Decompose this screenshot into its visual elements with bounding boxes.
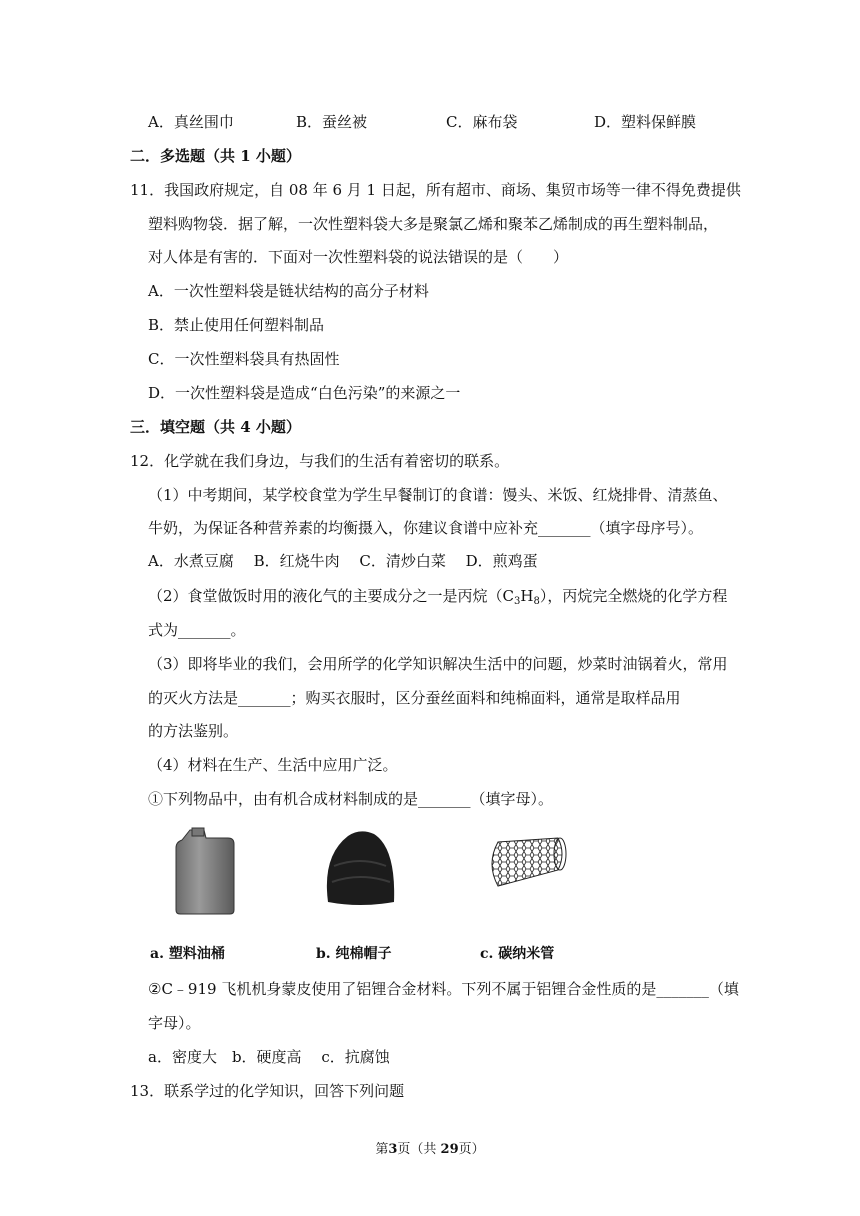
q11-option-d: D．一次性塑料袋是造成“白色污染”的来源之一 bbox=[148, 384, 461, 402]
q12-part1-line1: （1）中考期间，某学校食堂为学生早餐制订的食谱：馒头、米饭、红烧排骨、清蒸鱼、 bbox=[148, 486, 728, 504]
q12-part1-options: A．水煮豆腐 B．红烧牛肉 C．清炒白菜 D．煎鸡蛋 bbox=[148, 552, 538, 570]
section-heading-multi-choice: 二．多选题（共 1 小题） bbox=[130, 147, 301, 165]
q10-option-b: B．蚕丝被 bbox=[296, 113, 368, 131]
q12-part4-sub1: ①下列物品中，由有机合成材料制成的是_______（填字母）。 bbox=[148, 790, 554, 808]
q11-text-line2: 塑料购物袋．据了解，一次性塑料袋大多是聚氯乙烯和聚苯乙烯制成的再生塑料制品， bbox=[148, 215, 719, 233]
caption-carbon-nanotube: c. 碳纳米管 bbox=[480, 946, 555, 962]
caption-cotton-hat: b. 纯棉帽子 bbox=[316, 946, 392, 962]
q13-intro: 13．联系学过的化学知识，回答下列问题 bbox=[130, 1082, 405, 1100]
page-footer: 第3页（共 29页） bbox=[375, 1142, 485, 1157]
q11-option-b: B．禁止使用任何塑料制品 bbox=[148, 316, 325, 334]
q12-part3-line1: （3）即将毕业的我们，会用所学的化学知识解决生活中的问题，炒菜时油锅着火，常用 bbox=[148, 655, 728, 673]
q12-part4-sub2-options: a．密度大 b．硬度高 c．抗腐蚀 bbox=[148, 1048, 390, 1066]
carbon-nanotube-image bbox=[484, 834, 568, 894]
section-heading-fill-blank: 三．填空题（共 4 小题） bbox=[130, 418, 301, 436]
q10-option-a: A．真丝围巾 bbox=[148, 113, 234, 131]
q11-option-c: C．一次性塑料袋具有热固性 bbox=[148, 350, 340, 368]
q12-part4-sub2-line2: 字母）。 bbox=[148, 1014, 201, 1032]
q12-part3-line2: 的灭火方法是_______；购买衣服时，区分蚕丝面料和纯棉面料，通常是取样品用 bbox=[148, 689, 681, 707]
q12-part2-line1: （2）食堂做饭时用的液化气的主要成分之一是丙烷$(C_3H_8)$，丙烷完全燃烧的化学方程 bbox=[148, 587, 728, 607]
caption-plastic-barrel: a. 塑料油桶 bbox=[150, 946, 225, 962]
q12-part2-line2: 式为_______。 bbox=[148, 621, 246, 639]
q11-text-line3: 对人体是有害的．下面对一次性塑料袋的说法错误的是（ ） bbox=[148, 248, 569, 266]
q12-part4-sub2-line1: ②C﹣919 飞机机身蒙皮使用了铝锂合金材料。下列不属于铝锂合金性质的是_______（填 bbox=[148, 980, 739, 998]
q12-part4-intro: （4）材料在生产、生活中应用广泛。 bbox=[148, 756, 398, 774]
q12-part1-line2: 牛奶，为保证各种营养素的均衡摄入，你建议食谱中应补充_______（填字母序号）。 bbox=[148, 519, 704, 537]
plastic-oil-barrel-image bbox=[168, 826, 240, 916]
q10-option-c: C．麻布袋 bbox=[446, 113, 518, 131]
q12-intro: 12．化学就在我们身边，与我们的生活有着密切的联系。 bbox=[130, 452, 510, 470]
q11-option-a: A．一次性塑料袋是链状结构的高分子材料 bbox=[148, 282, 429, 300]
q11-text-line1: 11．我国政府规定，自 08 年 6 月 1 日起，所有超市、商场、集贸市场等一律不得免费提供 bbox=[130, 181, 741, 199]
q12-part3-line3: 的方法鉴别。 bbox=[148, 722, 239, 740]
cotton-hat-image bbox=[320, 826, 400, 910]
q10-option-d: D．塑料保鲜膜 bbox=[594, 113, 697, 131]
